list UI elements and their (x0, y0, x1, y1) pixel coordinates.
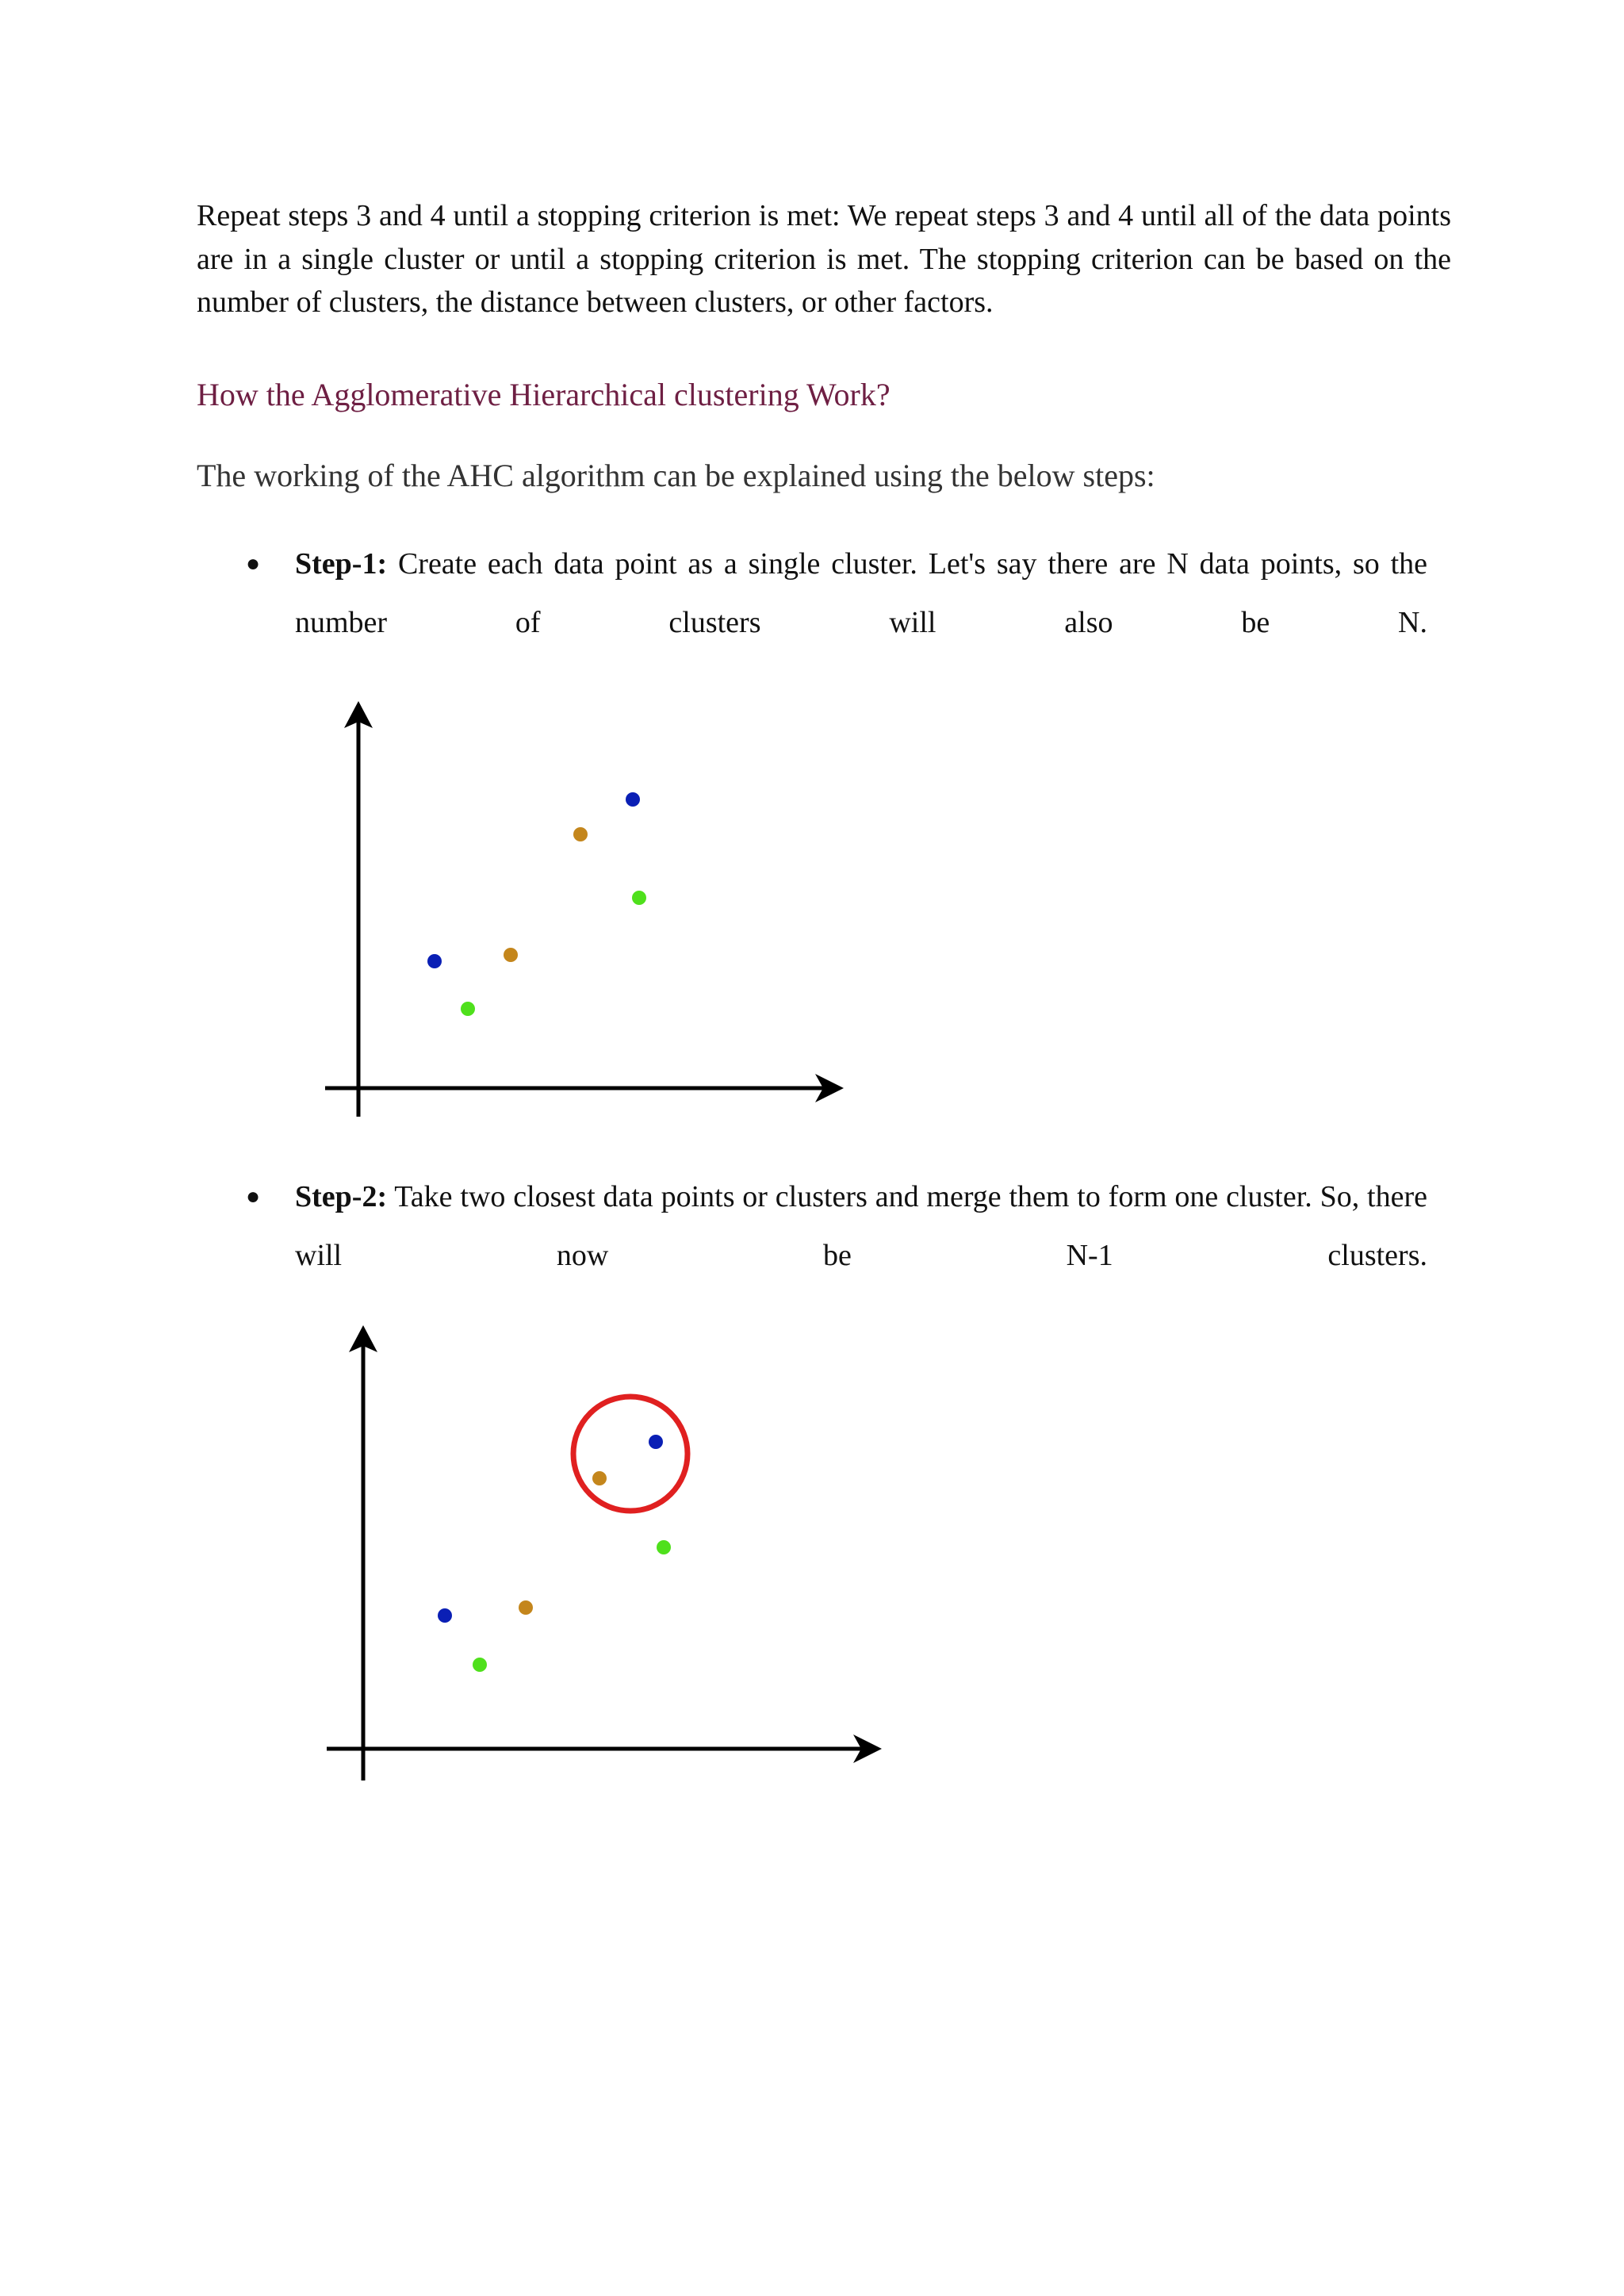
bullet-icon: ● (246, 1183, 261, 1209)
intro-text: The working of the AHC algorithm can be explained using the below steps: (197, 458, 1155, 493)
data-point-green (657, 1540, 671, 1554)
step-2-scatter-plot (317, 1320, 888, 1788)
section-heading: How the Agglomerative Hierarchical clustering Work? (197, 377, 891, 412)
axes (325, 701, 844, 1117)
step-1-scatter-plot (317, 690, 856, 1126)
data-point-orange (573, 827, 588, 841)
step-2-label: Step-2: (295, 1180, 388, 1213)
step-2-text (295, 1167, 1427, 1285)
data-point-blue (626, 792, 640, 807)
step-1-text (295, 535, 1427, 652)
step-1-label: Step-1: (295, 547, 388, 581)
data-point-orange (519, 1600, 533, 1615)
merged-cluster-circle (573, 1397, 688, 1511)
data-point-orange (592, 1471, 607, 1485)
data-point-green (461, 1002, 475, 1016)
data-point-orange (504, 948, 518, 962)
data-point-blue (649, 1435, 663, 1449)
axes (327, 1325, 882, 1780)
data-point-blue (438, 1608, 452, 1623)
bullet-icon: ● (246, 550, 261, 577)
paragraph-stopping-criterion: Repeat steps 3 and 4 until a stopping criterion is met: We repeat steps 3 and 4 until all of the data points are in a single cluster or until a stopping criterion is met. The stopping criterion can be based on the number of clusters, the distance between clusters, or other factors. (197, 199, 1451, 319)
step-2-body: Take two closest data points or clusters and merge them to form one cluster. So, there will now be N-1 clusters. (295, 1180, 1427, 1272)
data-point-green (473, 1658, 487, 1672)
step-1-body: Create each data point as a single cluster. Let's say there are N data points, so the number of clusters will also be N. (295, 547, 1427, 639)
data-point-blue (427, 954, 442, 968)
data-point-green (632, 891, 646, 905)
